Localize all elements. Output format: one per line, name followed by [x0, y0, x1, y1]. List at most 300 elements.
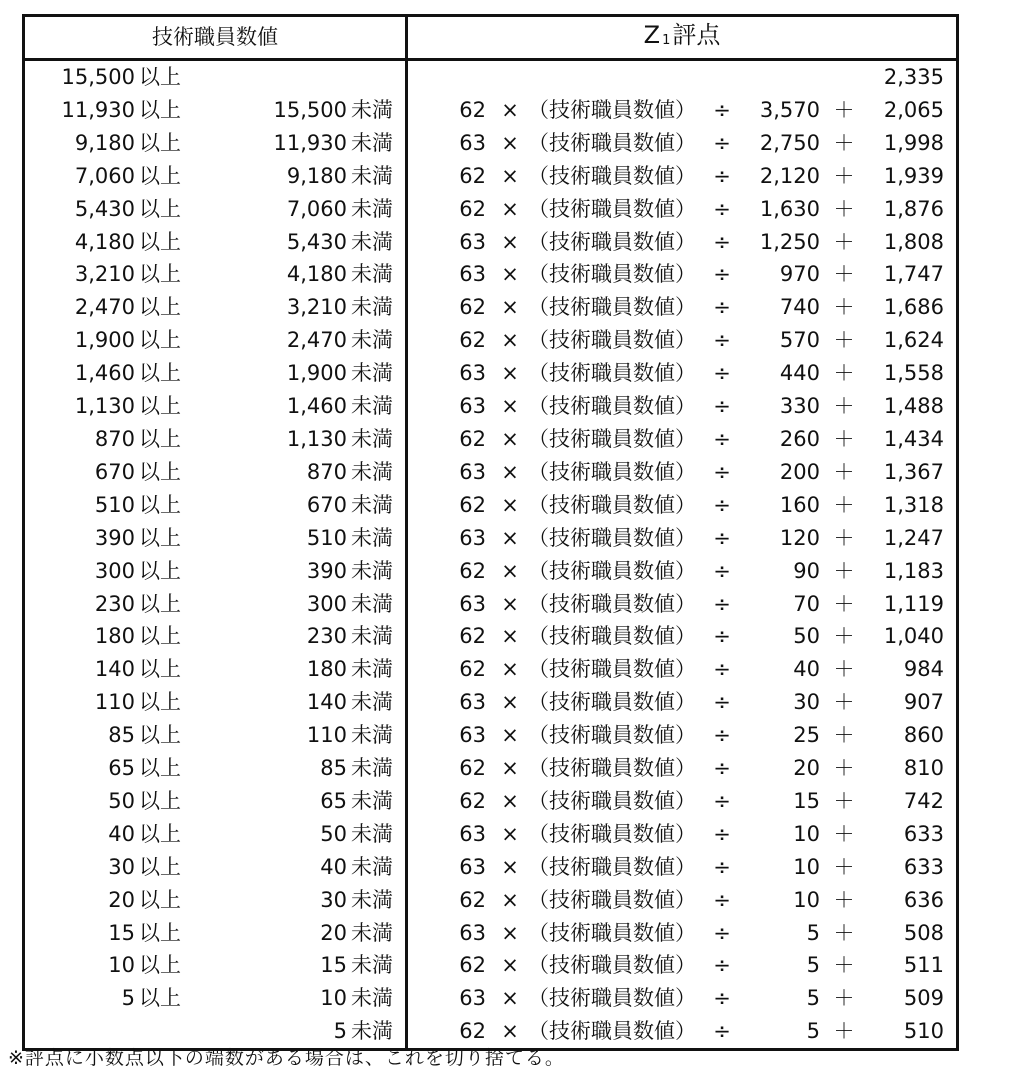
range-upper-label: 未満 [351, 423, 407, 456]
multiplier: 62 [459, 328, 486, 353]
addend: 907 [903, 690, 944, 715]
multiplier: 62 [459, 558, 486, 583]
addend: 1,040 [883, 624, 944, 649]
range-lower-label: 以上 [139, 130, 181, 155]
plus-sign: ＋ [833, 690, 855, 715]
divisor: 50 [793, 624, 820, 649]
divide-sign: ÷ [713, 163, 731, 188]
addend: 508 [903, 920, 944, 945]
divide-sign [708, 60, 736, 94]
times-sign: × [501, 426, 519, 451]
range-lower-value: 110 [94, 690, 135, 715]
range-lower-label: 以上 [139, 163, 181, 188]
table-row [24, 752, 958, 785]
addend: 2,335 [883, 65, 944, 89]
divide-sign: ÷ [713, 986, 731, 1011]
times-sign: × [501, 591, 519, 616]
range-lower-label: 以上 [139, 196, 181, 221]
times-sign: × [501, 887, 519, 912]
range-upper-value: 390 [306, 558, 347, 583]
staff-value-expression: （技術職員数値） [528, 558, 696, 583]
divide-sign: ÷ [713, 558, 731, 583]
table-row [24, 588, 958, 621]
divide-sign: ÷ [713, 459, 731, 484]
divide-sign: ÷ [713, 492, 731, 517]
multiplier: 62 [459, 953, 486, 978]
multiplier: 63 [459, 986, 486, 1011]
range-lower-value: 870 [94, 426, 135, 451]
multiplier: 63 [459, 394, 486, 419]
range-lower-label: 以上 [139, 887, 181, 912]
range-lower-value: 1,460 [74, 361, 135, 386]
times-sign: × [501, 821, 519, 846]
range-lower-label: 以上 [139, 492, 181, 517]
divisor: 1,630 [759, 196, 820, 221]
plus-sign: ＋ [833, 163, 855, 188]
divide-sign: ÷ [713, 690, 731, 715]
divisor: 740 [779, 295, 820, 320]
staff-value-expression: （技術職員数値） [528, 690, 696, 715]
range-upper-label: 未満 [351, 94, 407, 127]
divisor: 10 [793, 821, 820, 846]
range-lower-label: 以上 [139, 361, 181, 386]
plus-sign: ＋ [833, 657, 855, 682]
times-sign: × [501, 196, 519, 221]
table-row [24, 226, 958, 259]
divide-sign: ÷ [713, 953, 731, 978]
staff-value-expression [528, 60, 708, 94]
times-sign: × [501, 295, 519, 320]
range-upper-label: 未満 [351, 620, 407, 653]
divide-sign: ÷ [713, 328, 731, 353]
range-lower-label: 以上 [139, 591, 181, 616]
multiplier: 62 [459, 1019, 486, 1044]
staff-value-expression: （技術職員数値） [528, 262, 696, 287]
range-lower-label: 以上 [139, 525, 181, 550]
multiplier: 62 [459, 163, 486, 188]
range-upper-value: 1,900 [286, 361, 347, 386]
addend: 1,488 [883, 394, 944, 419]
range-upper-value: 510 [306, 525, 347, 550]
multiplier [407, 60, 493, 94]
multiplier: 63 [459, 591, 486, 616]
times-sign: × [501, 361, 519, 386]
table-row [24, 291, 958, 324]
range-upper-label: 未満 [351, 1015, 407, 1049]
staff-value-expression: （技術職員数値） [528, 920, 696, 945]
addend: 633 [903, 821, 944, 846]
divisor: 25 [793, 723, 820, 748]
multiplier: 62 [459, 295, 486, 320]
addend: 1,183 [883, 558, 944, 583]
addend: 1,686 [883, 295, 944, 320]
range-upper-label: 未満 [351, 522, 407, 555]
divide-sign: ÷ [713, 295, 731, 320]
divisor: 20 [793, 756, 820, 781]
range-upper-label: 未満 [351, 390, 407, 423]
range-lower-label: 以上 [139, 97, 181, 122]
staff-value-expression: （技術職員数値） [528, 97, 696, 122]
addend: 509 [903, 986, 944, 1011]
range-upper-value [197, 60, 351, 94]
times-sign: × [501, 788, 519, 813]
range-lower-label: 以上 [139, 723, 181, 748]
plus-sign: ＋ [833, 295, 855, 320]
range-upper-label: 未満 [351, 456, 407, 489]
plus-sign: ＋ [833, 459, 855, 484]
multiplier: 62 [459, 887, 486, 912]
range-upper-value: 110 [306, 723, 347, 748]
addend: 1,434 [883, 426, 944, 451]
multiplier: 63 [459, 229, 486, 254]
range-upper-label: 未満 [351, 884, 407, 917]
table-row [24, 851, 958, 884]
divide-sign: ÷ [713, 624, 731, 649]
plus-sign: ＋ [833, 361, 855, 386]
range-upper-label: 未満 [351, 982, 407, 1015]
plus-sign: ＋ [833, 723, 855, 748]
range-lower-value: 2,470 [74, 295, 135, 320]
range-upper-label: 未満 [351, 160, 407, 193]
addend: 860 [903, 723, 944, 748]
range-lower-label: 以上 [139, 426, 181, 451]
table-row [24, 127, 958, 160]
range-upper-value: 140 [306, 690, 347, 715]
range-lower-value: 10 [108, 953, 135, 978]
addend: 633 [903, 854, 944, 879]
range-upper-label: 未満 [351, 949, 407, 982]
multiplier: 62 [459, 624, 486, 649]
divide-sign: ÷ [713, 1019, 731, 1044]
divisor: 40 [793, 657, 820, 682]
staff-value-expression: （技術職員数値） [528, 657, 696, 682]
divisor: 2,750 [759, 130, 820, 155]
addend: 742 [903, 788, 944, 813]
range-lower-label: 以上 [139, 65, 181, 89]
range-upper-value: 7,060 [286, 196, 347, 221]
times-sign: × [501, 130, 519, 155]
range-lower-value: 3,210 [74, 262, 135, 287]
times-sign: × [501, 953, 519, 978]
range-lower-label: 以上 [139, 788, 181, 813]
multiplier: 63 [459, 361, 486, 386]
range-upper-value: 40 [320, 854, 347, 879]
times-sign: × [501, 558, 519, 583]
divisor: 70 [793, 591, 820, 616]
divisor: 10 [793, 854, 820, 879]
times-sign: × [501, 97, 519, 122]
times-sign: × [501, 920, 519, 945]
staff-value-expression: （技術職員数値） [528, 196, 696, 221]
staff-value-expression: （技術職員数値） [528, 887, 696, 912]
table-row [24, 94, 958, 127]
plus-sign: ＋ [833, 986, 855, 1011]
table-row [24, 258, 958, 291]
table-row [24, 193, 958, 226]
range-upper-value: 30 [320, 887, 347, 912]
divide-sign: ÷ [713, 920, 731, 945]
table-row [24, 489, 958, 522]
divisor: 440 [779, 361, 820, 386]
range-upper-value: 4,180 [286, 262, 347, 287]
times-sign: × [501, 394, 519, 419]
range-lower-value: 5,430 [74, 196, 135, 221]
staff-value-expression: （技術職員数値） [528, 295, 696, 320]
range-lower-value: 5 [121, 986, 135, 1011]
addend: 2,065 [883, 97, 944, 122]
range-upper-label: 未満 [351, 193, 407, 226]
divide-sign: ÷ [713, 525, 731, 550]
range-upper-label: 未満 [351, 752, 407, 785]
staff-value-expression: （技術職員数値） [528, 328, 696, 353]
multiplier: 63 [459, 459, 486, 484]
divisor: 5 [806, 1019, 820, 1044]
plus-sign: ＋ [833, 394, 855, 419]
range-lower-label: 以上 [139, 624, 181, 649]
addend: 1,876 [883, 196, 944, 221]
range-upper-label: 未満 [351, 686, 407, 719]
range-upper-label: 未満 [351, 818, 407, 851]
table-row [24, 620, 958, 653]
divisor: 2,120 [759, 163, 820, 188]
times-sign: × [501, 723, 519, 748]
header-z-rest: 評点 [672, 21, 721, 49]
range-lower-value: 65 [108, 756, 135, 781]
times-sign: × [501, 459, 519, 484]
multiplier: 62 [459, 426, 486, 451]
multiplier: 63 [459, 821, 486, 846]
divisor: 1,250 [759, 229, 820, 254]
staff-value-expression: （技術職員数値） [528, 394, 696, 419]
table-row [24, 949, 958, 982]
table-row [24, 719, 958, 752]
divide-sign: ÷ [713, 394, 731, 419]
range-lower-value: 230 [94, 591, 135, 616]
multiplier: 62 [459, 492, 486, 517]
range-upper-value: 65 [320, 788, 347, 813]
divide-sign: ÷ [713, 130, 731, 155]
divide-sign: ÷ [713, 361, 731, 386]
times-sign: × [501, 986, 519, 1011]
range-lower-value: 7,060 [74, 163, 135, 188]
staff-value-expression: （技術職員数値） [528, 361, 696, 386]
plus-sign: ＋ [833, 229, 855, 254]
staff-value-expression: （技術職員数値） [528, 229, 696, 254]
multiplier: 63 [459, 262, 486, 287]
table-row [24, 653, 958, 686]
divisor: 200 [779, 459, 820, 484]
times-sign: × [501, 756, 519, 781]
range-lower-value: 180 [94, 624, 135, 649]
plus-sign: ＋ [833, 788, 855, 813]
staff-value-expression: （技術職員数値） [528, 624, 696, 649]
range-lower-value: 4,180 [74, 229, 135, 254]
range-upper-label: 未満 [351, 226, 407, 259]
range-upper-value: 15 [320, 953, 347, 978]
staff-value-expression: （技術職員数値） [528, 130, 696, 155]
table-row [24, 884, 958, 917]
divide-sign: ÷ [713, 229, 731, 254]
table-row [24, 522, 958, 555]
divide-sign: ÷ [713, 196, 731, 221]
divide-sign: ÷ [713, 887, 731, 912]
range-upper-value: 11,930 [273, 130, 347, 155]
plus-sign: ＋ [833, 262, 855, 287]
table-row [24, 60, 958, 94]
range-lower-label: 以上 [139, 558, 181, 583]
range-upper-label: 未満 [351, 258, 407, 291]
range-lower-value: 20 [108, 887, 135, 912]
divisor: 5 [806, 953, 820, 978]
range-lower-value: 1,130 [74, 394, 135, 419]
plus-sign: ＋ [833, 328, 855, 353]
range-lower-label: 以上 [139, 953, 181, 978]
multiplier: 62 [459, 97, 486, 122]
addend: 511 [903, 953, 944, 978]
plus-sign: ＋ [833, 920, 855, 945]
times-sign: × [501, 624, 519, 649]
range-lower-label: 以上 [139, 854, 181, 879]
staff-value-expression: （技術職員数値） [528, 459, 696, 484]
range-upper-label: 未満 [351, 291, 407, 324]
addend: 1,247 [883, 525, 944, 550]
staff-value-expression: （技術職員数値） [528, 986, 696, 1011]
divide-sign: ÷ [713, 723, 731, 748]
multiplier: 63 [459, 130, 486, 155]
range-lower-label: 以上 [139, 262, 181, 287]
plus-sign: ＋ [833, 624, 855, 649]
plus-sign: ＋ [833, 821, 855, 846]
table-row [24, 818, 958, 851]
staff-value-expression: （技術職員数値） [528, 492, 696, 517]
divide-sign: ÷ [713, 821, 731, 846]
range-lower-label: 以上 [139, 756, 181, 781]
range-upper-value: 230 [306, 624, 347, 649]
header-staff-value: 技術職員数値 [24, 16, 407, 60]
range-upper-label: 未満 [351, 324, 407, 357]
range-lower-value: 390 [94, 525, 135, 550]
range-upper-label: 未満 [351, 917, 407, 950]
staff-value-expression: （技術職員数値） [528, 723, 696, 748]
multiplier: 63 [459, 690, 486, 715]
staff-value-expression: （技術職員数値） [528, 426, 696, 451]
range-upper-label: 未満 [351, 489, 407, 522]
addend: 1,119 [883, 591, 944, 616]
addend: 1,318 [883, 492, 944, 517]
staff-value-expression: （技術職員数値） [528, 854, 696, 879]
times-sign: × [501, 1019, 519, 1044]
multiplier: 63 [459, 525, 486, 550]
table-row [24, 324, 958, 357]
multiplier: 62 [459, 788, 486, 813]
plus-sign [824, 60, 864, 94]
staff-value-expression: （技術職員数値） [528, 821, 696, 846]
multiplier: 62 [459, 657, 486, 682]
times-sign: × [501, 229, 519, 254]
range-lower-value: 510 [94, 492, 135, 517]
range-upper-value: 5 [333, 1019, 347, 1044]
plus-sign: ＋ [833, 591, 855, 616]
addend: 1,624 [883, 328, 944, 353]
divide-sign: ÷ [713, 591, 731, 616]
range-lower-value: 11,930 [61, 97, 135, 122]
range-upper-value: 300 [306, 591, 347, 616]
table-row [24, 456, 958, 489]
range-upper-value: 1,460 [286, 394, 347, 419]
range-upper-value: 85 [320, 756, 347, 781]
staff-value-expression: （技術職員数値） [528, 788, 696, 813]
plus-sign: ＋ [833, 426, 855, 451]
range-upper-label: 未満 [351, 719, 407, 752]
range-upper-value: 3,210 [286, 295, 347, 320]
staff-value-expression: （技術職員数値） [528, 953, 696, 978]
range-upper-value: 5,430 [286, 229, 347, 254]
header-z-letter: Z [643, 21, 661, 49]
addend: 1,998 [883, 130, 944, 155]
range-upper-label: 未満 [351, 588, 407, 621]
range-upper-value: 10 [320, 986, 347, 1011]
plus-sign: ＋ [833, 97, 855, 122]
z1-score-table [22, 14, 959, 1051]
range-lower-value: 50 [108, 788, 135, 813]
times-sign: × [501, 525, 519, 550]
divide-sign: ÷ [713, 788, 731, 813]
times-sign [492, 60, 528, 94]
addend: 1,747 [883, 262, 944, 287]
divisor: 970 [779, 262, 820, 287]
range-upper-label [351, 60, 407, 94]
divisor: 5 [806, 920, 820, 945]
divide-sign: ÷ [713, 262, 731, 287]
range-upper-label: 未満 [351, 357, 407, 390]
divisor [736, 60, 824, 94]
staff-value-expression: （技術職員数値） [528, 1019, 696, 1044]
addend: 810 [903, 756, 944, 781]
divisor: 160 [779, 492, 820, 517]
range-lower-value: 1,900 [74, 328, 135, 353]
times-sign: × [501, 657, 519, 682]
plus-sign: ＋ [833, 196, 855, 221]
multiplier: 63 [459, 854, 486, 879]
multiplier: 62 [459, 196, 486, 221]
divisor: 570 [779, 328, 820, 353]
staff-value-expression: （技術職員数値） [528, 163, 696, 188]
addend: 636 [903, 887, 944, 912]
range-lower-label: 以上 [139, 986, 181, 1011]
range-upper-label: 未満 [351, 851, 407, 884]
addend: 984 [903, 657, 944, 682]
multiplier: 63 [459, 723, 486, 748]
range-upper-value: 870 [306, 459, 347, 484]
divisor: 5 [806, 986, 820, 1011]
table-row [24, 423, 958, 456]
range-upper-value: 180 [306, 657, 347, 682]
range-lower-value: 30 [108, 854, 135, 879]
divisor: 330 [779, 394, 820, 419]
range-upper-value: 15,500 [273, 97, 347, 122]
range-lower-label: 以上 [139, 229, 181, 254]
divide-sign: ÷ [713, 657, 731, 682]
times-sign: × [501, 854, 519, 879]
range-upper-value: 1,130 [286, 426, 347, 451]
plus-sign: ＋ [833, 756, 855, 781]
range-upper-label: 未満 [351, 653, 407, 686]
plus-sign: ＋ [833, 1019, 855, 1044]
range-lower-value: 40 [108, 821, 135, 846]
range-lower-value: 15,500 [61, 65, 135, 89]
addend: 1,367 [883, 459, 944, 484]
divisor: 10 [793, 887, 820, 912]
